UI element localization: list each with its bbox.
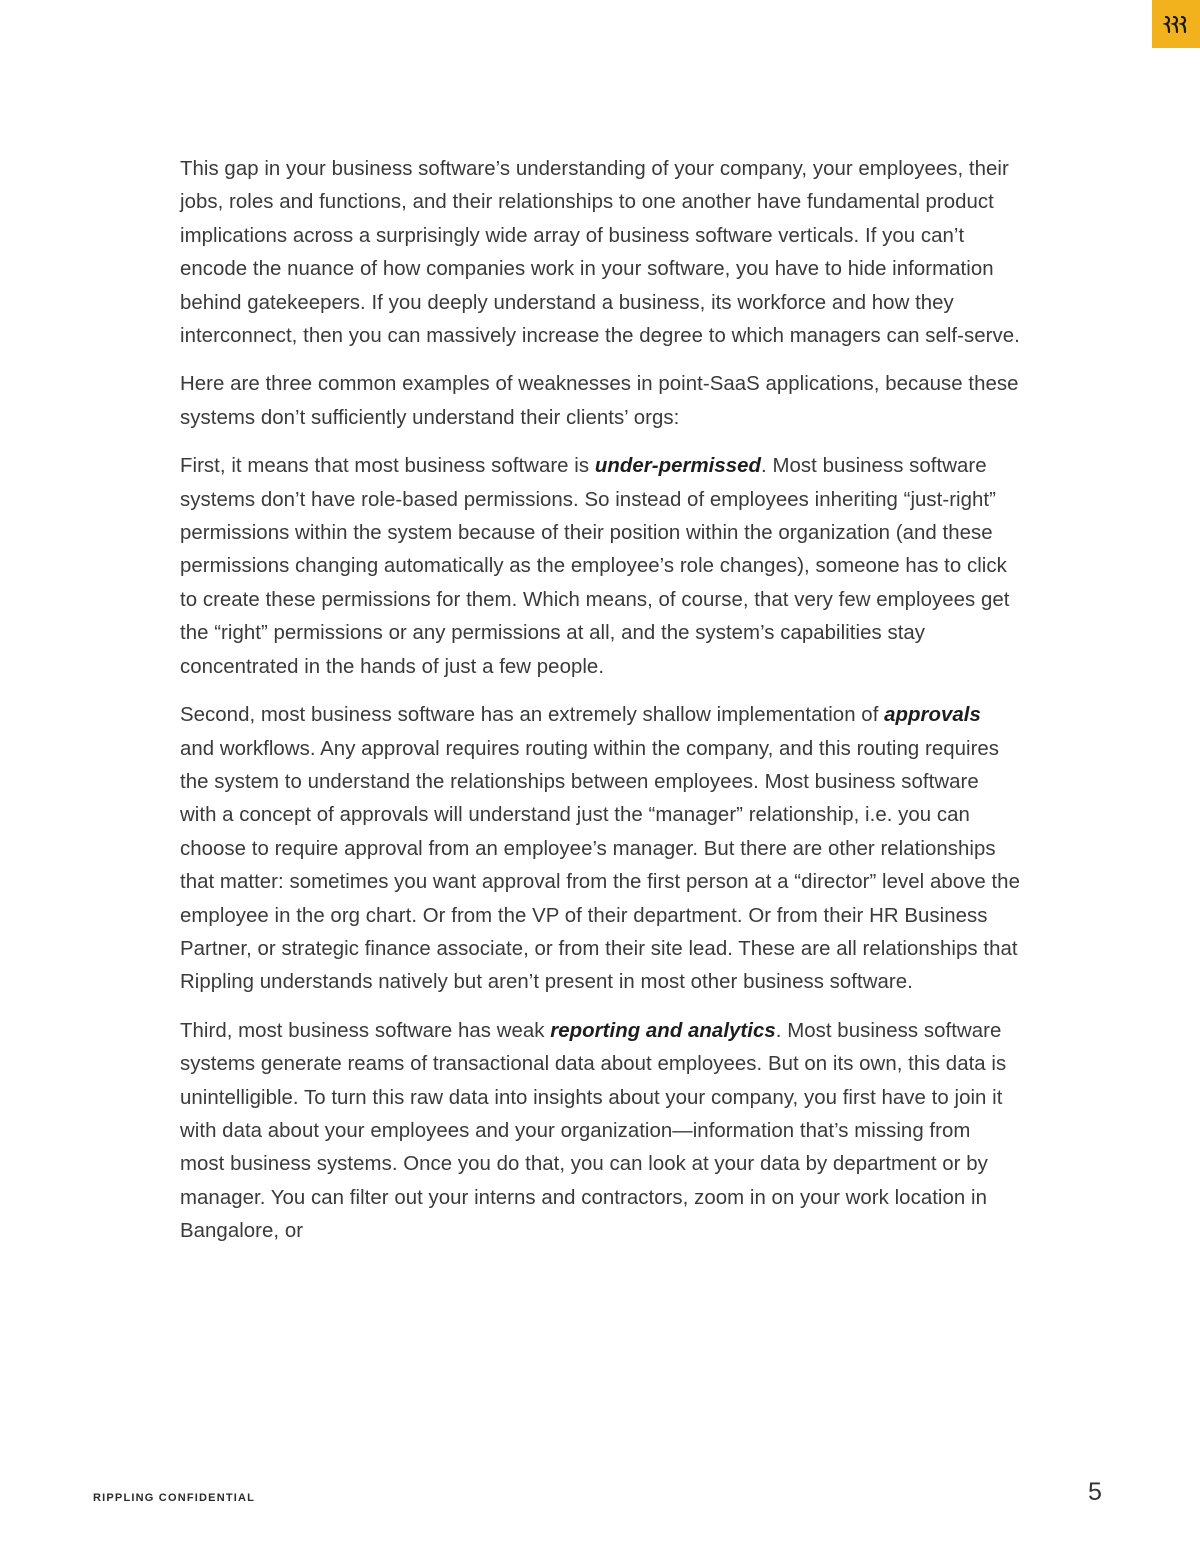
paragraph-text: Second, most business software has an extremely shallow implementation of [180,704,885,727]
page-number: 5 [1088,1478,1102,1506]
paragraph-text: and workflows. Any approval requires routing within the company, and this routing requires the system to understand the relationships between employees. Most business software with a concept of approvals will understand just the “manager” relationship, i.e. you can choose to require approval from an employee’s manager. But there are other relationships that matter: sometimes you want approval from the first person at a “director” level above the employee in the org chart. Or from the VP of their department. Or from their HR Business Partner, or strategic finance associate, or from their site lead. These are all relationships that Rippling understands natively but aren’t present in most other business software. [180,737,1020,994]
rippling-logo-icon [1163,15,1189,33]
paragraph-text: First, it means that most business software is [180,455,595,478]
emphasis-reporting-and-analytics: reporting and analytics [550,1019,776,1042]
paragraph-examples-intro [180,368,1020,435]
paragraph-text: . Most business software systems generate reams of transactional data about employees. But on its own, this data is unintelligible. To turn this raw data into insights about your company, you first have to join it with data about your employees and your organization—information that’s missing from most business systems. Once you do that, you can look at your data by department or by manager. You can filter out your interns and contractors, zoom in on your work location in Bangalore, or [180,1019,1007,1243]
paragraph-under-permissed [180,450,1020,684]
paragraph-text: Third, most business software has weak [180,1019,551,1042]
confidential-label: RIPPLING CONFIDENTIAL [93,1492,256,1504]
paragraph-text: This gap in your business software’s understanding of your company, your employees, their jobs, roles and functions, and their relationships to one another have fundamental product implications across a surprisingly wide array of business software verticals. If you can’t encode the nuance of how companies work in your software, you have to hide information behind gatekeepers. If you deeply understand a business, its workforce and how they interconnect, then you can massively increase the degree to which managers can self-serve. [180,158,1020,348]
paragraph-text: . Most business software systems don’t have role-based permissions. So instead of employees inheriting “just-right” permissions within the system because of their position within the organization (and these permissions changing automatically as the employee’s role changes), someone has to click to create these permissions for them. Which means, of course, that very few employees get the “right” permissions or any permissions at all, and the system’s capabilities stay concentrated in the hands of just a few people. [180,455,1010,678]
paragraph-approvals [180,699,1020,1000]
emphasis-under-permissed: under-permissed [594,455,762,478]
paragraph-text: Here are three common examples of weaknesses in point-SaaS applications, because these systems don’t sufficiently understand their clients’ orgs: [180,373,1019,429]
paragraph-business-software-gap [180,153,1020,353]
rippling-logo-tab [1152,0,1200,48]
emphasis-approvals: approvals [884,704,981,727]
paragraph-reporting-analytics [180,1015,1020,1249]
body-text [180,153,1020,1264]
